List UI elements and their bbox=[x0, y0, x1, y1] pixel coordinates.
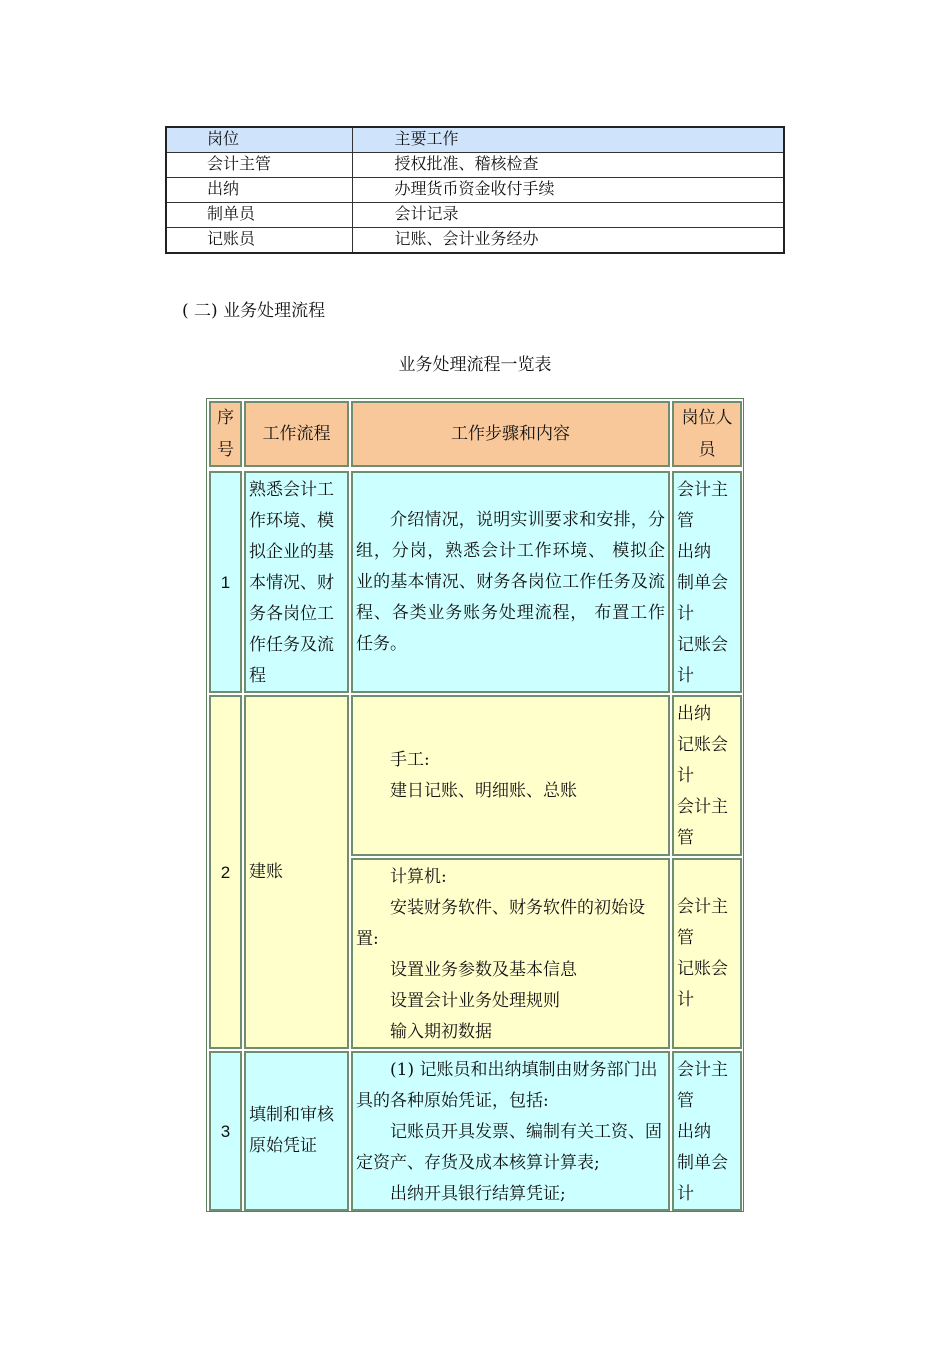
row1-steps-text: 介绍情况，说明实训要求和安排，分组，分岗，熟悉会计工作环境、 模拟企业的基本情况、财务各岗位工作任务及流程、各类业务账务处理流程， 布置工作任务。 bbox=[356, 509, 665, 654]
section-heading: ( 二) 业务处理流程 bbox=[182, 301, 326, 321]
staff-item: 制单会计 bbox=[677, 573, 728, 624]
role-cell: 出纳 bbox=[166, 178, 352, 203]
steps-line: (1) 记账员和出纳填制由财务部门出具的各种原始凭证，包括: bbox=[356, 1060, 658, 1111]
steps-line: 计算机: bbox=[390, 867, 447, 887]
staff-item: 记账会计 bbox=[677, 635, 728, 686]
row2b-staff bbox=[672, 858, 742, 1049]
staff-item: 会计主管 bbox=[677, 797, 728, 848]
steps-line: 安装财务软件、财务软件的初始设置: bbox=[356, 898, 645, 949]
row3-staff bbox=[672, 1051, 742, 1211]
header-seq-label: 序号 bbox=[217, 408, 234, 460]
header-cell-process: 工作流程 bbox=[244, 401, 349, 467]
role-cell: 制单员 bbox=[166, 203, 352, 228]
row2-seq: 2 bbox=[209, 695, 242, 1049]
duty-cell: 记账、会计业务经办 bbox=[352, 228, 784, 254]
row3-process bbox=[244, 1051, 349, 1211]
row3-steps bbox=[351, 1051, 670, 1211]
row2-process: 建账 bbox=[244, 695, 349, 1049]
staff-item: 会计主管 bbox=[677, 1060, 728, 1111]
row3-process-text: 填制和审核原始凭证 bbox=[249, 1105, 334, 1156]
staff-item: 会计主管 bbox=[677, 480, 728, 531]
steps-line: 输入期初数据 bbox=[390, 1022, 492, 1042]
role-cell: 会计主管 bbox=[166, 153, 352, 178]
table-row bbox=[166, 228, 784, 254]
roles-table-header bbox=[166, 127, 784, 153]
staff-item: 出纳 bbox=[677, 1122, 711, 1142]
steps-line: 手工: bbox=[390, 749, 430, 770]
staff-item: 记账会计 bbox=[677, 735, 728, 786]
steps-line: 设置业务参数及基本信息 bbox=[390, 960, 577, 980]
staff-item: 会计主管 bbox=[677, 896, 728, 948]
role-cell: 记账员 bbox=[166, 228, 352, 254]
table-row bbox=[166, 178, 784, 203]
staff-item: 出纳 bbox=[677, 704, 711, 724]
header-cell-position: 岗位 bbox=[166, 127, 352, 153]
staff-item: 记账会计 bbox=[677, 958, 728, 1010]
table-row bbox=[166, 203, 784, 228]
row1-process: 熟悉会计工作环境、模拟企业的基本情况、财务各岗位工作任务及流程 bbox=[244, 471, 349, 693]
duty-cell: 授权批准、稽核检查 bbox=[352, 153, 784, 178]
header-cell-main-work: 主要工作 bbox=[352, 127, 784, 153]
header-staff-label: 岗位人员 bbox=[681, 408, 733, 460]
flow-table bbox=[206, 398, 744, 1212]
staff-item: 制单会计 bbox=[677, 1153, 728, 1204]
duty-cell: 办理货币资金收付手续 bbox=[352, 178, 784, 203]
steps-line: 建日记账、明细账、总账 bbox=[390, 780, 577, 801]
steps-line: 出纳开具银行结算凭证; bbox=[390, 1184, 566, 1204]
roles-table bbox=[165, 126, 785, 254]
row2a-staff bbox=[672, 695, 742, 856]
steps-line: 记账员开具发票、编制有关工资、固定资产、存货及成本核算计算表; bbox=[356, 1122, 662, 1173]
row1-staff bbox=[672, 471, 742, 693]
steps-line: 设置会计业务处理规则 bbox=[390, 991, 560, 1011]
row3-seq: 3 bbox=[209, 1051, 242, 1211]
header-cell-staff bbox=[672, 401, 742, 467]
staff-item: 出纳 bbox=[677, 542, 711, 562]
row1-steps bbox=[351, 471, 670, 693]
table-caption: 业务处理流程一览表 bbox=[398, 355, 552, 375]
header-cell-steps: 工作步骤和内容 bbox=[351, 401, 670, 467]
table-row bbox=[166, 153, 784, 178]
row2a-steps bbox=[351, 695, 670, 856]
duty-cell: 会计记录 bbox=[352, 203, 784, 228]
row2b-steps bbox=[351, 858, 670, 1049]
header-cell-seq bbox=[209, 401, 242, 467]
row1-seq: 1 bbox=[209, 471, 242, 693]
